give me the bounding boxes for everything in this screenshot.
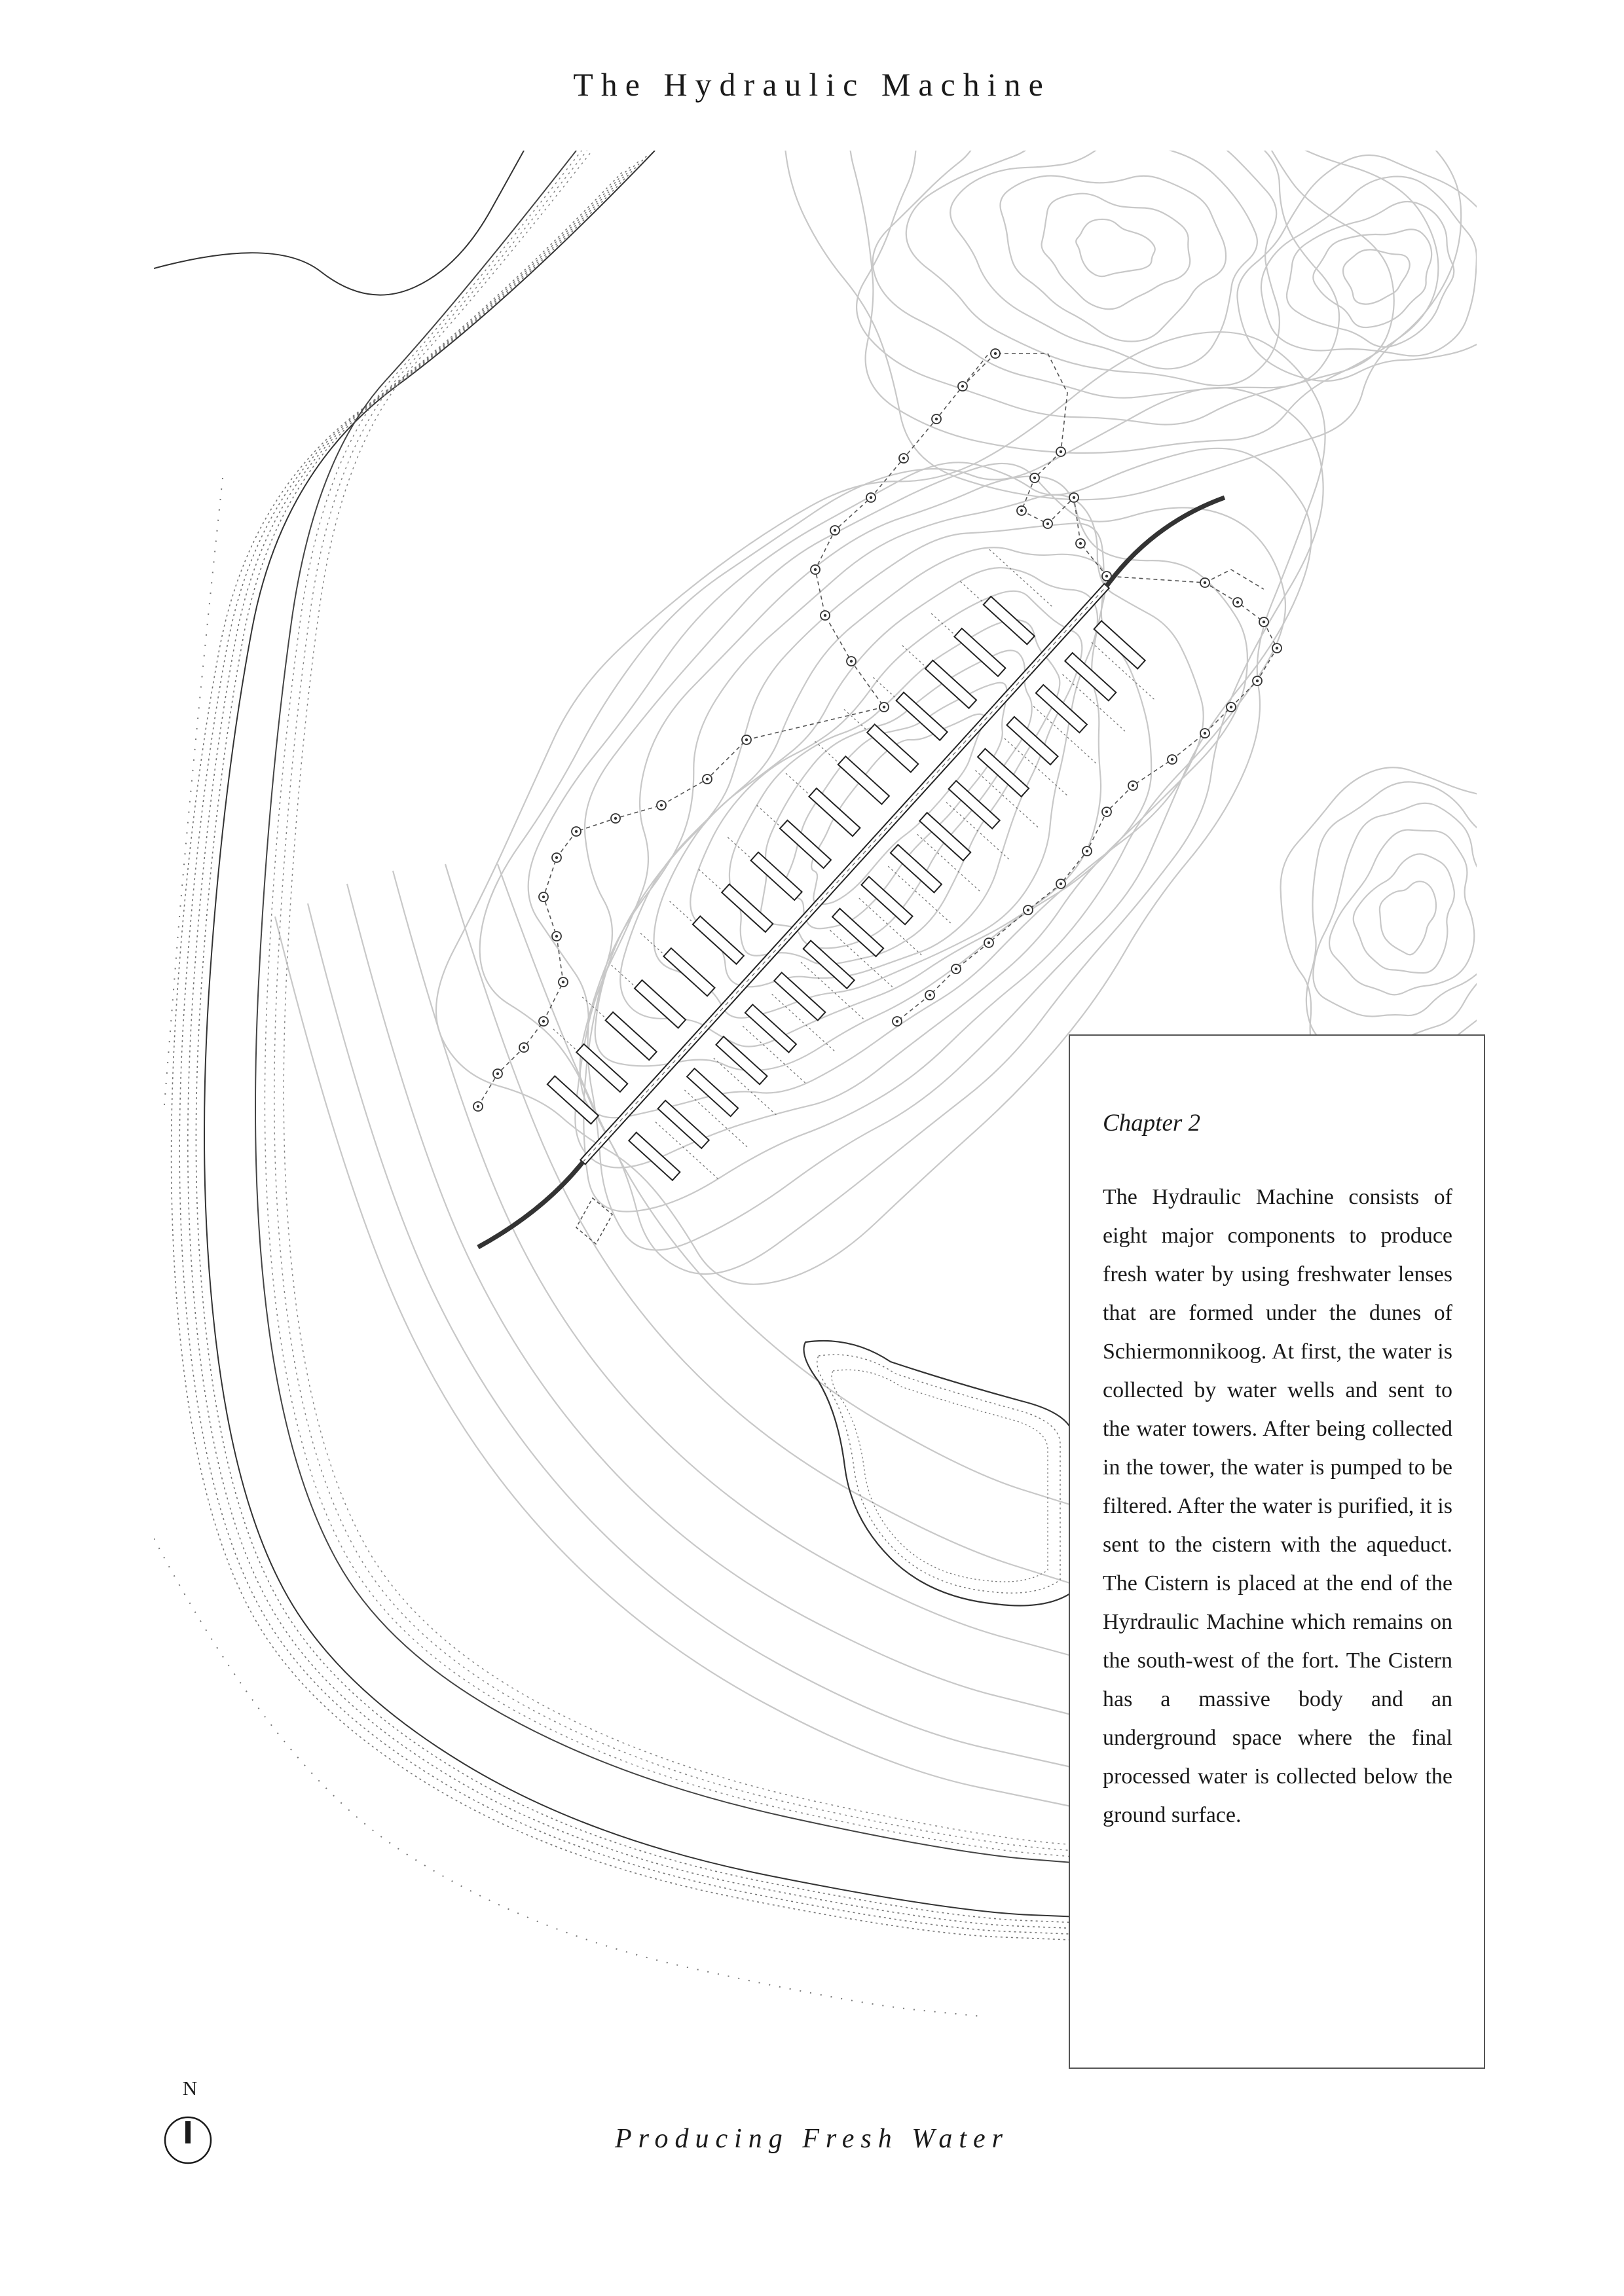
water-well-icon — [899, 454, 908, 463]
contour-line — [1287, 202, 1454, 347]
water-well-dot — [542, 1020, 545, 1023]
water-well-icon — [1056, 447, 1065, 456]
water-well-dot — [496, 1072, 499, 1075]
filter-block — [1006, 717, 1058, 765]
water-well-icon — [539, 892, 548, 902]
chapter-text-panel — [1069, 1034, 1485, 2069]
water-well-dot — [1073, 496, 1075, 499]
filter-block — [1094, 621, 1145, 668]
water-well-dot — [824, 614, 826, 617]
water-well-dot — [1276, 647, 1278, 649]
filter-block — [658, 1101, 709, 1148]
river-bank-line — [274, 140, 1132, 1855]
water-well-icon — [1227, 702, 1236, 712]
water-well-icon — [1017, 506, 1026, 515]
filter-block-rect — [629, 1133, 680, 1180]
water-well-dot — [1230, 706, 1232, 708]
water-well-icon — [1102, 807, 1111, 816]
water-well-icon — [984, 938, 993, 947]
water-well-dot — [896, 1020, 898, 1023]
water-well-icon — [572, 827, 581, 836]
water-well-icon — [1272, 644, 1282, 653]
water-well-icon — [742, 735, 751, 744]
lake-shoreline — [817, 1355, 1060, 1593]
well-pipe — [1205, 570, 1264, 589]
water-well-icon — [611, 814, 620, 823]
water-well-dot — [834, 529, 836, 532]
water-well-dot — [987, 941, 990, 944]
water-well-icon — [866, 493, 876, 502]
water-well-icon — [552, 932, 561, 941]
water-well-dot — [1046, 522, 1049, 525]
filter-block-rect — [949, 780, 1000, 828]
water-well-icon — [1082, 847, 1092, 856]
filter-block-rect — [809, 788, 860, 836]
contour-line — [1354, 854, 1454, 973]
chapter-body-text: The Hydraulic Machine consists of eight major components to produce fresh water by using freshwater lenses that are formed under the dunes of Schiermonnikoog. At first, the water is collected by water wells and sent to the water towers. After being collected in the tower, the water is pumped to be filtered. After the water is purified, it is sent to the cistern with the aqueduct. The Cistern is placed at the end of the Hyrdraulic Machine which remains on the south-west of the fort. The Cistern has a massive body and an underground space where the final processed water is collected below the ground surface. — [1103, 1185, 1452, 1827]
well-pipe — [963, 354, 1067, 452]
contour-line — [1306, 782, 1533, 1048]
water-well-dot — [562, 981, 564, 983]
filter-block-rect — [774, 973, 825, 1021]
water-well-icon — [1043, 519, 1052, 528]
water-well-dot — [870, 496, 872, 499]
water-well-icon — [830, 526, 840, 535]
contour-line — [1000, 176, 1226, 342]
contour-line — [1343, 249, 1410, 304]
water-well-dot — [902, 457, 905, 460]
water-well-icon — [473, 1102, 483, 1111]
water-well-dot — [883, 706, 885, 708]
contour-line — [393, 871, 1074, 1656]
filter-block — [774, 973, 825, 1021]
aqueduct-end — [1107, 498, 1225, 586]
filter-block-rect — [722, 884, 773, 932]
lake-shoreline — [832, 1370, 1048, 1582]
page-title: The Hydraulic Machine — [573, 66, 1051, 103]
water-well-icon — [811, 565, 820, 574]
contour-line — [1042, 194, 1190, 310]
filter-block — [949, 780, 1000, 828]
filter-block — [984, 596, 1035, 644]
filter-block — [1036, 685, 1087, 733]
filter-block — [635, 980, 686, 1028]
contour-line — [308, 903, 1074, 1768]
filter-block — [716, 1036, 767, 1084]
water-well-dot — [1060, 450, 1062, 453]
river-banks — [154, 135, 1141, 2016]
water-well-icon — [958, 382, 967, 391]
water-well-dot — [929, 994, 931, 996]
filter-block — [809, 788, 860, 836]
filter-block — [954, 629, 1005, 676]
cistern-outline — [576, 1198, 612, 1244]
aqueduct-end — [478, 1162, 583, 1247]
water-well-dot — [1236, 601, 1239, 604]
filter-block — [722, 884, 773, 932]
water-well-dot — [555, 935, 558, 938]
water-well-icon — [879, 702, 889, 712]
water-well-icon — [519, 1043, 528, 1052]
contour-line — [857, 52, 1394, 424]
water-well-icon — [925, 991, 934, 1000]
water-well-icon — [1056, 879, 1065, 888]
water-well-dot — [1033, 477, 1036, 479]
filter-block — [780, 820, 831, 868]
chapter-label: Chapter 2 — [1103, 1110, 1201, 1137]
north-label: N — [182, 2077, 198, 2100]
lake-shoreline — [804, 1341, 1075, 1606]
water-well-dot — [850, 660, 853, 663]
water-well-dot — [1204, 581, 1206, 584]
water-well-dot — [1256, 680, 1259, 682]
river-bank-line — [255, 151, 1113, 1866]
filter-block — [861, 877, 912, 924]
water-well-dot — [955, 968, 957, 970]
filter-block-rect — [984, 596, 1035, 644]
water-well-dot — [814, 568, 817, 571]
filter-block-rect — [838, 756, 889, 804]
water-well-icon — [932, 414, 941, 424]
water-well-icon — [657, 801, 666, 810]
contour-line — [1076, 219, 1155, 276]
filter-block — [1065, 653, 1116, 701]
filter-block-rect — [663, 948, 714, 996]
filter-block — [663, 948, 714, 996]
water-well-dot — [1263, 621, 1265, 623]
filter-block-rect — [1006, 717, 1058, 765]
water-well-dot — [1105, 811, 1108, 813]
river-bank-line — [164, 478, 223, 1113]
river-bank-line — [154, 1539, 982, 2016]
contour-line — [1237, 155, 1511, 381]
filter-block — [606, 1012, 657, 1060]
water-well-icon — [821, 611, 830, 620]
filter-block-rect — [658, 1101, 709, 1148]
water-well-dot — [575, 830, 578, 833]
water-well-icon — [1069, 493, 1079, 502]
water-well-icon — [1076, 539, 1085, 548]
water-well-dot — [935, 418, 938, 420]
water-well-dot — [1027, 909, 1029, 911]
water-well-icon — [1259, 617, 1268, 627]
water-well-dot — [1204, 732, 1206, 735]
filter-block-rect — [1094, 621, 1145, 668]
water-well-dot — [1020, 509, 1023, 512]
water-well-icon — [991, 349, 1000, 358]
lake-outline — [804, 1341, 1075, 1606]
filter-block-rect — [1065, 653, 1116, 701]
filter-block-rect — [861, 877, 912, 924]
water-well-dot — [523, 1046, 525, 1049]
water-well-dot — [1079, 542, 1082, 545]
filter-block-rect — [954, 629, 1005, 676]
water-well-dot — [555, 856, 558, 859]
contour-line — [275, 917, 1074, 1807]
water-well-icon — [893, 1017, 902, 1026]
contour-line — [873, 79, 1339, 398]
water-well-dot — [1060, 883, 1062, 885]
water-well-dot — [745, 738, 748, 741]
filter-block-rect — [1036, 685, 1087, 733]
water-well-icon — [1024, 905, 1033, 915]
contour-line — [1261, 177, 1477, 356]
water-well-icon — [539, 1017, 548, 1026]
water-well-icon — [1030, 473, 1039, 483]
water-well-dot — [961, 385, 964, 388]
filter-block-rect — [606, 1012, 657, 1060]
filter-block — [978, 749, 1029, 797]
water-well-icon — [552, 853, 561, 862]
river-bank-line — [204, 151, 1113, 1918]
water-well-dot — [706, 778, 709, 780]
water-well-dot — [1105, 575, 1108, 577]
filter-block — [693, 916, 744, 964]
water-well-dot — [660, 804, 663, 807]
water-well-icon — [559, 977, 568, 987]
water-well-icon — [951, 964, 961, 974]
filter-block-rect — [693, 916, 744, 964]
page-subtitle: Producing Fresh Water — [615, 2124, 1009, 2154]
well-connector — [989, 549, 1052, 606]
water-well-icon — [1200, 578, 1209, 587]
water-well-icon — [1168, 755, 1177, 764]
contour-line — [850, 24, 1439, 453]
water-well-icon — [1200, 729, 1209, 738]
contour-line — [498, 864, 1074, 1506]
water-well-dot — [994, 352, 997, 355]
water-well-icon — [1233, 598, 1242, 607]
water-well-icon — [703, 774, 712, 784]
water-well-icon — [1253, 676, 1262, 685]
river-bank-line — [154, 151, 524, 295]
water-well-dot — [542, 896, 545, 898]
contour-line — [347, 884, 1074, 1715]
water-well-dot — [477, 1105, 479, 1108]
water-well-icon — [847, 657, 856, 666]
contour-line — [1380, 881, 1436, 955]
water-well-icon — [493, 1069, 502, 1078]
water-well-dot — [614, 817, 617, 820]
water-well-icon — [1128, 781, 1137, 790]
water-well-dot — [1132, 784, 1134, 787]
filter-block — [838, 756, 889, 804]
filter-block-rect — [780, 820, 831, 868]
filter-block-rect — [978, 749, 1029, 797]
water-well-dot — [1171, 758, 1173, 761]
filter-block-rect — [635, 980, 686, 1028]
filter-block — [629, 1133, 680, 1180]
filter-block-rect — [716, 1036, 767, 1084]
water-well-dot — [1086, 850, 1088, 852]
